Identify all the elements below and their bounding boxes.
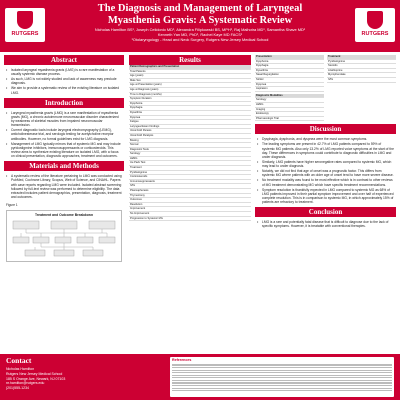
flow-node — [55, 237, 71, 243]
abstract-list — [4, 65, 124, 98]
table-row-label: Fatigue — [129, 120, 205, 125]
discussion-item: • Symptom resolution is thankfully expected in LMG compared to systemic MG as 68% of LMG patients improved in their partial symptom improvement and over half of experienced complete resolution. This is in comparison to systemic MG, in which approximately 15% of patients are refractory to treatment. — [257, 188, 394, 205]
reference-line — [172, 385, 392, 386]
table-row-label: Plasmapheresis — [129, 189, 205, 194]
flow-node — [51, 221, 77, 229]
table-row-label: Pharmacologic Trial — [255, 116, 298, 121]
table-row-label: Male Sex — [129, 78, 205, 83]
table-row-label: IVIG — [129, 184, 205, 189]
table-row-label: Dyspnea — [255, 82, 298, 87]
introduction-item: • Management of LMG typically mirrors that of systemic MG and may include pyridostigmine inhibitors, immunosuppressants or corticosteroids. This review aims to synthesize existing literature on isolated LMG, with a focus on clinical presentation, diagnostic approaches, treatment and outcomes. — [6, 142, 122, 159]
title-line-2: Myasthenia Gravis: A Systematic Review — [107, 15, 293, 26]
discussion-heading: Discussion — [255, 124, 396, 134]
table-row-label: LEMG — [255, 102, 298, 107]
discussion-item: • Notably, we did not find that age of onset was a prognostic factor. This differs from systemic MG where patients with an older age of onset tend to have more severe disease. — [257, 169, 394, 177]
table-row-value — [370, 77, 396, 82]
shield-icon — [17, 11, 33, 29]
flow-node — [25, 250, 45, 256]
results-heading: Results — [129, 55, 251, 65]
rutgers-logo-right — [355, 8, 395, 42]
discussion-item: • The leading symptoms are present in 42.7% of LMG patients compared to 59% of systemic MG patients. Also only 13.2% of LMG reported voice symptoms at the start of the day. These differences in symptoms could contribute to diagnostic difficulties in LMG and under diagnosis. — [257, 142, 394, 159]
flow-node — [33, 237, 49, 243]
conclusion-list — [255, 217, 396, 231]
table-row-label: Laryngeal Exam Findings — [129, 124, 205, 129]
poster-header — [0, 0, 400, 52]
table-row-label: Age (years) — [129, 74, 205, 79]
table-row-label: IVIG — [327, 77, 370, 82]
table-row-label: Mycophenolate — [327, 73, 370, 78]
author-list-2: Kenneth Yan MD, PhD¹, Rachel Kaye MD FACS¹ — [157, 31, 243, 37]
methods-item: • A systematic review of the literature pertaining to LMG was conducted using PubMed, Cochrane Library, Scopus, Web of Science, and CINAHL. Papers with case reports regarding LMG were included. Isolated abstract screening followed by full-text review was performed to determine eligibility. The data extracted includes patient demographics, presentation, diagnosis, treatment and outcomes. — [6, 174, 122, 199]
introduction-list — [4, 108, 124, 162]
table-row-label: Dysarthria — [255, 68, 298, 73]
methods-heading: Materials and Methods — [4, 161, 124, 171]
affiliation: ¹Otolaryngology - Head and Neck Surgery, Rutgers New Jersey Medical School — [131, 36, 269, 42]
demographics-table — [129, 65, 251, 221]
table-row — [327, 77, 396, 82]
reference-line — [172, 370, 392, 371]
table-row-label: Dysarthria — [129, 110, 205, 115]
flow-node — [54, 250, 74, 256]
methods-list — [4, 171, 124, 202]
reference-line — [172, 382, 392, 383]
table-row-label: Ice Pack Test — [129, 161, 205, 166]
references-heading: References — [172, 358, 192, 362]
table-row-label: Aspiration — [255, 87, 298, 92]
discussion-list — [255, 134, 396, 207]
contact-name: Nicholas Hamilton — [6, 367, 35, 371]
contact-institution: Rutgers New Jersey Medical School — [6, 371, 63, 376]
flow-node — [13, 237, 29, 243]
author-block — [50, 28, 350, 43]
table-row-label: Time to Diagnosis (months) — [129, 92, 205, 97]
contact-address: 185 S Orange Ave, Newark, NJ 07103 — [6, 376, 66, 381]
contact-phone: (201)555-1234 — [6, 386, 29, 391]
table-row-label: Nasal Regurgitation — [255, 73, 298, 78]
introduction-heading: Introduction — [4, 98, 124, 108]
conclusion-heading: Conclusion — [255, 207, 396, 217]
table-row-label: Improvement — [129, 207, 205, 212]
table-row-label: Normal — [129, 143, 205, 148]
abstract-item: • Isolated laryngeal myasthenia gravis (LMG) is a rare manifestation of a usually systemic disease process. — [6, 68, 122, 76]
table-row-label: Steroids — [327, 64, 370, 69]
table-row — [255, 116, 324, 121]
table-header-cell: Treatment — [327, 55, 370, 59]
title-line-1: The Diagnosis and Management of Laryngeal — [97, 3, 303, 14]
flow-node — [83, 250, 103, 256]
table-row — [129, 216, 251, 221]
flow-node — [89, 221, 115, 229]
figure-caption: Figure 1 — [6, 203, 18, 208]
reference-line — [172, 377, 392, 378]
discussion-item: • Dysphagia, dysphonia, and dyspnea were the most common symptoms. — [257, 137, 394, 141]
diagnostic-table — [255, 94, 324, 122]
table-row-label: Dysphagia — [255, 64, 298, 69]
flow-connectors — [35, 243, 93, 250]
discussion-item: • Similarly, LMG patients have higher seronegative rates compared to systemic MG, which may lead to under diagnosis. — [257, 160, 394, 168]
abstract-item: • As such, LMG is not widely studied and lack of awareness may preclude diagnosis. — [6, 77, 122, 85]
contact-details — [6, 367, 65, 391]
table-row-label: Vocal Fold Paralysis — [129, 133, 205, 138]
table-row-label: Serology — [129, 152, 205, 157]
conclusion-item: • LMG is a rare and potentially fatal disease that is difficult to diagnose due to the lack of specific symptoms. However, it is treatable with conventional therapies. — [257, 220, 394, 228]
reference-line — [172, 364, 392, 365]
table-row-value — [298, 116, 324, 121]
flow-node — [77, 237, 93, 243]
table-row-label: Resolution — [129, 202, 205, 207]
table-row-label: Bowing — [129, 138, 205, 143]
table-header-cell: Diagnostic Modalities — [255, 94, 298, 98]
reference-line — [172, 367, 392, 368]
presentation-table — [255, 55, 324, 92]
abstract-item: • We aim to provide a systematic review of the existing literature on isolated LMG. — [6, 86, 122, 94]
table-row-label: Outcomes — [129, 198, 205, 203]
table-row-label: Diagnostic Tests — [129, 147, 205, 152]
results-table-group-left — [255, 55, 324, 121]
table-row-label: No Improvement — [129, 212, 205, 217]
table-row-value — [205, 216, 251, 221]
table-row-label: LEMG — [129, 156, 205, 161]
poster-title — [50, 3, 350, 27]
table-row-label: Treatment — [129, 166, 205, 171]
results-table-group-right — [327, 55, 396, 121]
contact-heading: Contact — [6, 356, 32, 365]
left-column — [4, 55, 124, 264]
table-row-label: Symptom Duration — [129, 97, 205, 102]
table-row-value — [298, 87, 324, 92]
rutgers-logo-left — [5, 8, 45, 42]
middle-column — [129, 55, 251, 221]
table-row-label: Endoscopy — [255, 112, 298, 117]
table-row-label: Progression to Systemic MG — [129, 216, 205, 221]
reference-line — [172, 390, 392, 391]
introduction-item: • Laryngeal myasthenia gravis (LMG) is a rare manifestation of myasthenia gravis (MG), a chronic autoimmune neuromuscular disorder characterized by weakness of skeletal muscles from impaired neuromuscular transmission. — [6, 111, 122, 128]
flow-node — [13, 221, 39, 229]
contact-email-link[interactable]: nr.hamilton@rutgers.edu — [6, 381, 45, 386]
table-row-label: Vocal Fold Paresis — [129, 129, 205, 134]
table-row-label: Dysphonia — [255, 59, 298, 64]
table-row-label: Thymectomy — [129, 193, 205, 198]
table-row-label: Pyridostigmine — [129, 170, 205, 175]
reference-line — [172, 388, 392, 389]
table-row-label: Dyspnea — [129, 115, 205, 120]
treatment-outcome-figure — [6, 210, 122, 262]
table-row-label: Imaging — [255, 107, 298, 112]
right-column — [255, 55, 396, 231]
introduction-item: • Current diagnostic tools include laryngeal electromyography (LEMG), anticholinesterase trial, and serologic testing for acetylcholine receptor antibodies. However, no formal guidelines exist for LMG diagnosis. — [6, 128, 122, 141]
abstract-heading: Abstract — [4, 55, 124, 65]
reference-line — [172, 372, 392, 373]
table-row-label: Corticosteroids — [129, 175, 205, 180]
table-row-label: Azathioprine — [327, 68, 370, 73]
results-tables-row — [255, 55, 396, 121]
discussion-item: • No treatment modality was found to be most effective which is in contrast to other reviews of MG treatment demonstrating MG which have specific treatment recommendations. — [257, 178, 394, 186]
references-panel — [170, 357, 394, 397]
shield-icon — [367, 11, 383, 29]
table-header-cell: Presentation — [255, 55, 298, 59]
contact-footer — [0, 354, 400, 400]
reference-line — [172, 375, 392, 376]
flow-connectors — [21, 229, 107, 237]
table-row-label: Pyridostigmine — [327, 59, 370, 64]
logo-wordmark: RUTGERS — [11, 31, 39, 37]
table-row-label: Immunosuppressants — [129, 179, 205, 184]
treatment-table — [327, 55, 396, 83]
figure-title: Treatment and Outcome Breakdown — [34, 213, 94, 218]
logo-wordmark: RUTGERS — [361, 31, 389, 37]
table-row — [255, 87, 324, 92]
table-row-label: Age at Diagnosis (years) — [129, 87, 205, 92]
outcome-flowchart — [7, 217, 121, 261]
table-row-label: Total Patients — [129, 69, 205, 74]
author-list: Nicholas Hamilton BS¹, Joseph Celidonio MD¹, Alexandra Filipkowski BS, MPH¹, Raj Malhotra MD¹, Samantha Shave MD¹ — [94, 27, 306, 32]
table-row-label: Stridor — [255, 77, 298, 82]
table-header-cell: Patient Demographics and Presentation — [129, 65, 205, 69]
reference-line — [172, 380, 392, 381]
table-row-label: Serology — [255, 98, 298, 103]
table-row-label: Age at Presentation (years) — [129, 83, 205, 88]
table-row-label: Dysphagia — [129, 106, 205, 111]
table-row-label: Dysphonia — [129, 101, 205, 106]
flow-node — [99, 237, 115, 243]
